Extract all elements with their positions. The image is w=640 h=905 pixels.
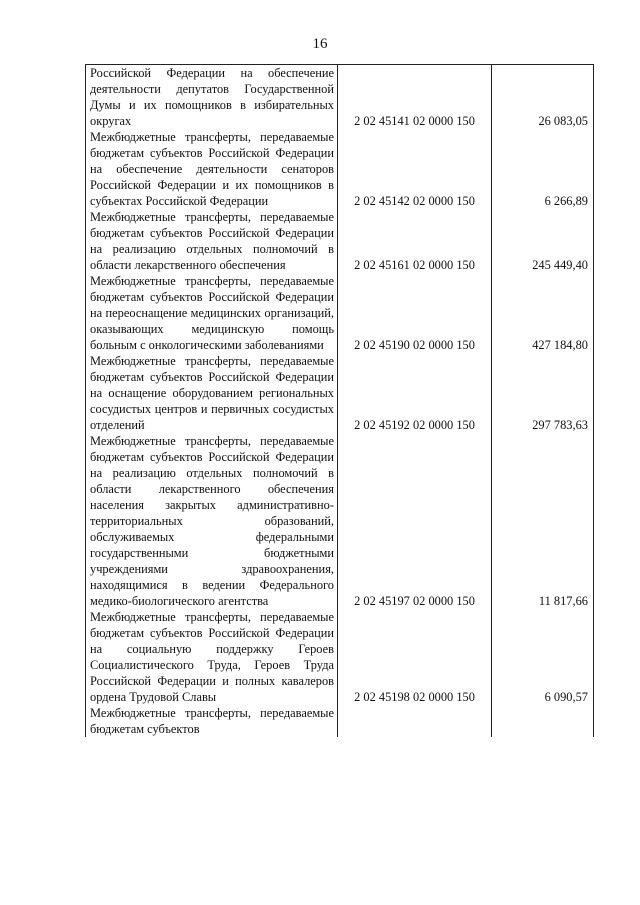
row-description: Межбюджетные трансферты, передаваемые бюджетам субъектов Российской Федерации на переоснащение медицинских организаций, оказывающих медицинскую помощь больным с онкологическими заболеваниями bbox=[86, 273, 338, 353]
row-description: Межбюджетные трансферты, передаваемые бюджетам субъектов Российской Федерации на обеспечение деятельности сенаторов Российской Федерации и их помощников в субъектах Российской Федерации bbox=[86, 129, 338, 209]
row-amount: 6 266,89 bbox=[492, 129, 594, 209]
table-row bbox=[86, 273, 594, 353]
row-budget-code: 2 02 45192 02 0000 150 bbox=[338, 353, 492, 433]
row-amount: 6 090,57 bbox=[492, 609, 594, 705]
row-description: Российской Федерации на обеспечение деятельности депутатов Государственной Думы и их помощников в избирательных округах bbox=[86, 65, 338, 130]
row-amount: 297 783,63 bbox=[492, 353, 594, 433]
table-row bbox=[86, 353, 594, 433]
table-row bbox=[86, 65, 594, 130]
row-description: Межбюджетные трансферты, передаваемые бюджетам субъектов Российской Федерации на оснащение оборудованием региональных сосудистых центров и первичных сосудистых отделений bbox=[86, 353, 338, 433]
page-number: 16 bbox=[312, 36, 328, 52]
table-row bbox=[86, 705, 594, 737]
row-budget-code: 2 02 45161 02 0000 150 bbox=[338, 209, 492, 273]
table-row bbox=[86, 609, 594, 705]
row-amount: 11 817,66 bbox=[492, 433, 594, 609]
row-budget-code: 2 02 45190 02 0000 150 bbox=[338, 273, 492, 353]
table-row bbox=[86, 209, 594, 273]
row-amount: 427 184,80 bbox=[492, 273, 594, 353]
row-amount bbox=[492, 705, 594, 737]
row-budget-code: 2 02 45198 02 0000 150 bbox=[338, 609, 492, 705]
row-budget-code bbox=[338, 705, 492, 737]
table-row bbox=[86, 433, 594, 609]
row-budget-code: 2 02 45142 02 0000 150 bbox=[338, 129, 492, 209]
row-budget-code: 2 02 45197 02 0000 150 bbox=[338, 433, 492, 609]
row-amount: 26 083,05 bbox=[492, 65, 594, 130]
row-description: Межбюджетные трансферты, передаваемые бюджетам субъектов bbox=[86, 705, 338, 737]
row-amount: 245 449,40 bbox=[492, 209, 594, 273]
row-budget-code: 2 02 45141 02 0000 150 bbox=[338, 65, 492, 130]
row-description: Межбюджетные трансферты, передаваемые бюджетам субъектов Российской Федерации на реализацию отдельных полномочий в области лекарственного обеспечения bbox=[86, 209, 338, 273]
table-row bbox=[86, 129, 594, 209]
row-description: Межбюджетные трансферты, передаваемые бюджетам субъектов Российской Федерации на социальную поддержку Героев Социалистического Труда, Героев Труда Российской Федерации и полных кавалеров ордена Трудовой Славы bbox=[86, 609, 338, 705]
budget-table bbox=[85, 64, 594, 737]
row-description: Межбюджетные трансферты, передаваемые бюджетам субъектов Российской Федерации на реализацию отдельных полномочий в области лекарственного обеспечения населения закрытых административно-территориальных образований, обслуживаемых федеральными государственными бюджетными учреждениями здравоохранения, находящимися в ведении Федерального медико-биологического агентства bbox=[86, 433, 338, 609]
